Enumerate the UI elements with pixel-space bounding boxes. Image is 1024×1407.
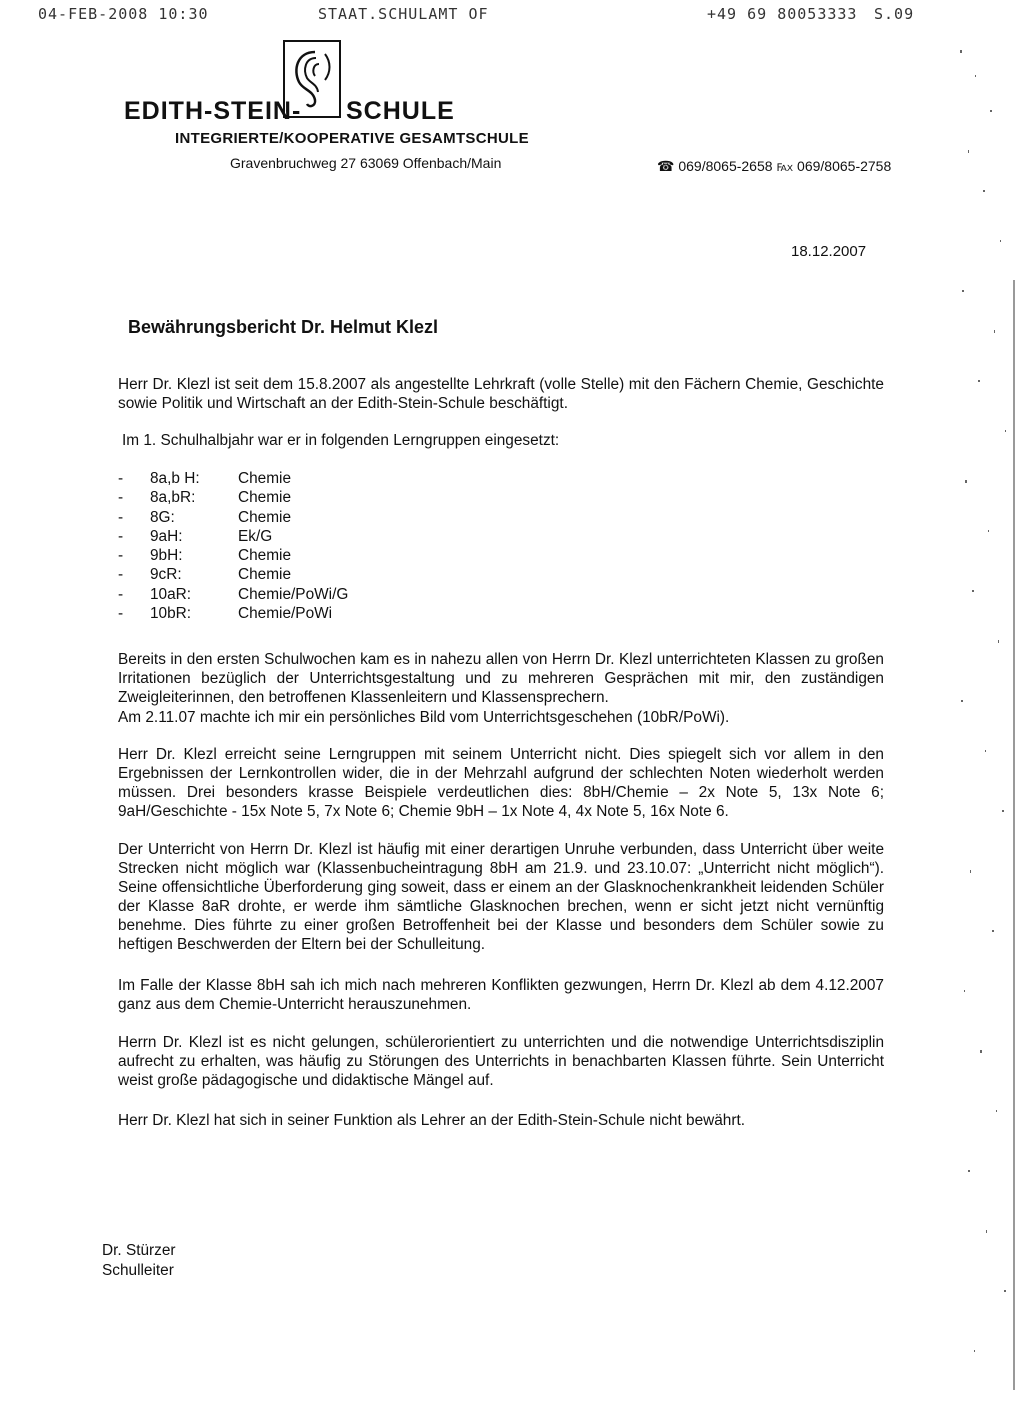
fax-icon: ℻ [776,158,798,174]
paragraph-employment: Herr Dr. Klezl ist seit dem 15.8.2007 als angestellte Lehrkraft (volle Stelle) mit den Fächern Chemie, Geschichte sowie Politik und Wirtschaft an der Edith-Stein-Schule beschäftigt. [118,376,884,412]
school-address: Gravenbruchweg 27 63069 Offenbach/Main [230,155,502,171]
signature-title: Schulleiter [102,1262,174,1279]
list-item: - 9cR: Chemie [118,566,292,584]
paragraph-removal: Im Falle der Klasse 8bH sah ich mich nach mehreren Konflikten gezwungen, Herrn Dr. Klezl ab dem 4.12.2007 ganz aus dem Chemie-Unterricht herauszunehmen. [118,977,884,1013]
paragraph-discipline: Herrn Dr. Klezl ist es nicht gelungen, schülerorientiert zu unterrichten und die notwendige Unterrichtsdisziplin aufrecht zu erhalten, was häufig zu Störungen des Unterrichts in benachbarten Klassen führte. Sein Unterricht weist große pädagogische und didaktische Mängel auf. [118,1034,884,1089]
school-fax: 069/8065-2758 [797,158,892,174]
list-item: - 8G: Chemie [118,508,292,526]
list-item: - 8a,bR: Chemie [118,489,292,507]
school-name-right: SCHULE [346,97,455,125]
groups-intro: Im 1. Schulhalbjahr war er in folgenden Lerngruppen eingesetzt: [122,432,560,449]
school-phone: 069/8065-2658 [678,158,773,174]
school-contact [657,158,891,175]
learning-groups-list [118,470,348,624]
list-item: - 8a,b H: Chemie [118,470,292,487]
paragraph-results: Herr Dr. Klezl erreicht seine Lerngruppen mit seinem Unterricht nicht. Dies spiegelt sich vor allem in den Ergebnissen der Lernkontrollen wider, die in der Mehrzahl aufgrund der schlechten Noten wiederholt werden müssen. Drei besonders krasse Beispiele verdeutlichen dies: 8bH/Chemie – 2x Note 5, 13x Note 6; 9aH/Geschichte - 15x Note 5, 7x Note 6; Chemie 9bH – 1x Note 4, 4x Note 5, 16x Note 6. [118,746,884,820]
list-item: - 10bR: Chemie/PoWi [118,605,333,623]
paragraph-unrest: Der Unterricht von Herrn Dr. Klezl ist häufig mit einer derartigen Unruhe verbunden, dass Unterricht über weite Strecken nicht möglich war (Klassenbucheintragung 8bH am 21.9. und 23.10.07: „Unterricht nicht möglich“). Seine offensichtliche Überforderung ging soweit, dass er einem an der Glasknochenkrankheit leidenden Schüler der Klasse 8aR drohte, er werde ihm sämtliche Glasknochen brechen, wenn er sicht jetzt nicht vernünftig benehme. Dies führte zu einer großen Betroffenheit bei der Klasse und besonders dem Schüler sowie zu heftigen Beschwerden der Eltern bei der Schulleitung. [118,841,884,953]
paragraph-visit: Am 2.11.07 machte ich mir ein persönliches Bild vom Unterrichtsgeschehen (10bR/PoWi). [118,709,730,726]
school-subtitle: INTEGRIERTE/KOOPERATIVE GESAMTSCHULE [175,130,529,147]
paragraph-conclusion: Herr Dr. Klezl hat sich in seiner Funktion als Lehrer an der Edith-Stein-Schule nicht bewährt. [118,1112,746,1129]
letter-date: 18.12.2007 [791,243,867,260]
fax-number: +49 69 80053333 [707,5,858,23]
school-name-left: EDITH-STEIN- [124,97,302,125]
paragraph-irritations: Bereits in den ersten Schulwochen kam es in nahezu allen von Herrn Dr. Klezl unterrichteten Klassen zu großen Irritationen bezüglich der Unterrichtsgestaltung und zu mehreren Gesprächen mit mir, den zuständigen Zweigleiterinnen, den betroffenen Klassenleitern und Klassensprechern. [118,651,884,706]
fax-date-time: 04-FEB-2008 10:30 [38,5,209,23]
signature-name: Dr. Stürzer [102,1242,176,1259]
list-item: - 10aR: Chemie/PoWi/G [118,585,349,603]
list-item: - 9aH: Ek/G [118,527,273,545]
fax-page-number: S.09 [874,5,915,23]
letter-heading: Bewährungsbericht Dr. Helmut Klezl [128,317,439,337]
fax-sender: STAAT.SCHULAMT OF [318,5,489,23]
phone-icon: ☎ [657,158,675,174]
list-item: - 9bH: Chemie [118,547,292,565]
scan-noise [950,30,1022,1400]
